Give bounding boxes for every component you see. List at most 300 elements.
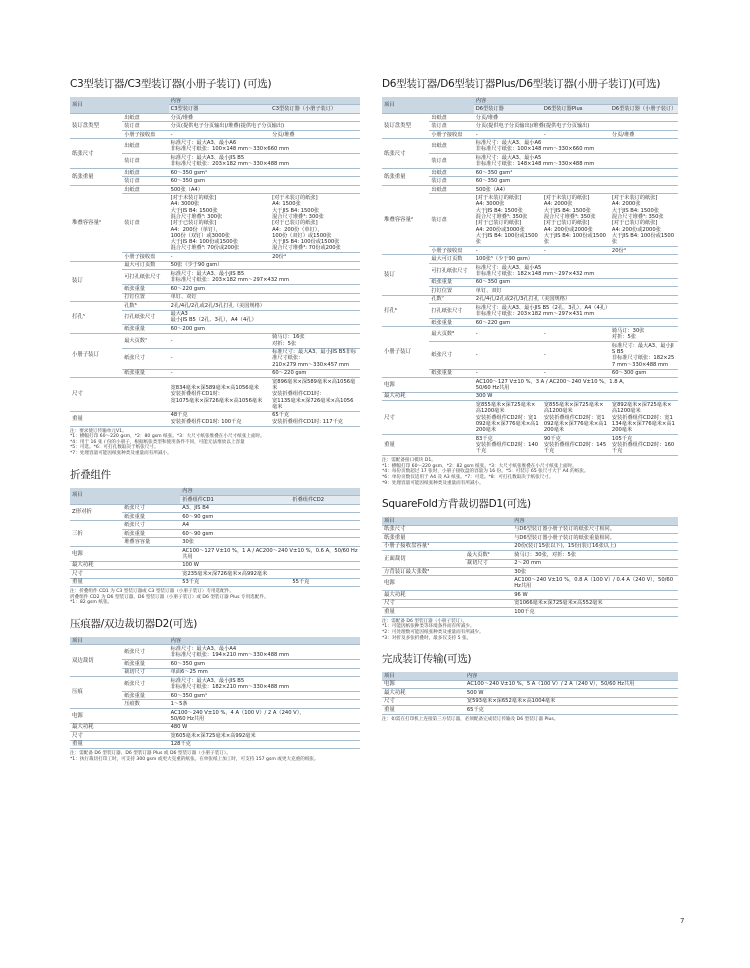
table-cell: 60～350 gsm — [474, 278, 678, 286]
spec-table — [382, 517, 678, 617]
table-cell: D6型装订器Plus — [542, 105, 610, 113]
table-cell: 宽834毫米×深589毫米×高1056毫米 安装折叠组件CD1时： 宽1075毫米×深726毫米×高1056毫米 — [169, 378, 271, 412]
table-cell: 60～200 gsm — [169, 325, 360, 333]
table-row — [382, 392, 678, 400]
table-cell: AC100～240 V±10 %，4 A（100 V）/ 2 A（240 V）， 50/60 Hz共用 — [169, 708, 360, 723]
table-row — [382, 542, 678, 550]
table-cell: - — [474, 369, 542, 377]
table-row — [382, 327, 678, 342]
row-group-label: 装订 — [70, 261, 122, 301]
table-row — [382, 168, 678, 176]
table-row — [382, 576, 678, 591]
table-cell: 宽1066毫米×深725毫米×高552毫米 — [512, 599, 678, 607]
table-cell: - — [474, 342, 542, 369]
table-cell: 标准尺寸：最大A3、最小A4 非标准尺寸纸张：194×210 mm～330×488 mm — [169, 645, 360, 660]
spec-section — [70, 467, 360, 606]
table-cell: 骑马订：30张，对折：5张 — [512, 551, 678, 559]
table-cell: 60～90 gsm — [180, 512, 360, 520]
table-row — [70, 113, 360, 121]
table-row — [382, 697, 678, 705]
table-cell: 90千克 安装折叠组件CD2时：145千克 — [542, 435, 610, 456]
footnote: *1：横幅打印 60～220 gsm，*2：80 gsm 纸张。*3：大尺寸纸张堆叠在小尺寸纸张上面时。 — [70, 434, 265, 440]
row-group-label: 纸张尺寸 — [70, 139, 122, 169]
right-column — [382, 76, 678, 722]
table-cell: 纸张尺寸 — [122, 504, 180, 512]
table-cell: 分页/堆叠 — [610, 130, 678, 138]
table-cell: 分页(提供电子分页输出)/堆叠(提供电子分页输出) — [474, 122, 678, 130]
table-cell: 小册子接收盘 — [122, 253, 168, 261]
table-cell: 纸张重量 — [122, 285, 168, 293]
table-cell: 装订盘 — [429, 177, 473, 185]
footnote: 注：需配备 D6 型装订器、D6 型装订器 Plus 或 D6 型装订器（小册子装订）。 — [70, 751, 231, 757]
table-row — [382, 568, 678, 576]
table-cell: 2孔/4孔/2孔或2孔/3孔打孔（美国规格） — [474, 295, 678, 303]
footnote: *6：单份页数仅适用于 A4 及 A3 纸张。*7：可选。*8：可打孔数取决于纸张尺寸。 — [382, 474, 554, 480]
table-cell: 宽855毫米×深725毫米×高1200毫米 安装折叠组件CD2时：宽1092毫米×深776毫米×高1200毫米 — [542, 401, 610, 435]
header-cell: 内容 — [512, 517, 678, 525]
table-cell: 折叠组件CD2 — [290, 496, 360, 504]
table-cell: 宽605毫米×深725毫米×高992毫米 — [169, 732, 360, 740]
table-cell: AC100～127 V±10 %，1 A / AC200～240 V±10 %，0.6 A，50/60 Hz共用 — [180, 546, 360, 561]
table-cell: 出纸盘 — [429, 185, 473, 193]
table-cell: 与D6型装订器小册子装订的纸张尺寸相同。 — [512, 525, 678, 533]
row-group-label: 电源 — [382, 680, 465, 688]
footnotes — [70, 589, 360, 606]
table-cell: 最大A3 最小JIS B5（2孔、3孔），A4（4孔） — [169, 310, 360, 325]
table-cell: 出纸盘 — [429, 168, 473, 176]
table-cell: 纸张重量 — [429, 369, 473, 377]
spec-table — [70, 488, 360, 588]
row-group-label: 压痕 — [70, 677, 122, 709]
table-cell: 128千克 — [169, 740, 360, 748]
table-row — [382, 295, 678, 303]
table-cell: 纸张尺寸 — [122, 521, 180, 529]
table-cell: 最大可订页数 — [429, 255, 473, 263]
table-cell: 分页(提供电子分页输出)/堆叠(提供电子分页输出) — [169, 122, 360, 130]
table-row — [70, 732, 360, 740]
row-group-label: 纸张尺寸 — [382, 525, 512, 533]
table-row — [382, 517, 678, 525]
row-group-label: 最大功耗 — [382, 392, 474, 400]
table-row — [70, 677, 360, 692]
table-cell: C3型装订器 — [169, 105, 271, 113]
row-group-label: 纸张尺寸 — [382, 139, 429, 169]
table-cell: - — [542, 342, 610, 369]
table-row — [70, 578, 360, 586]
table-cell: 出纸盘 — [122, 168, 168, 176]
table-row — [70, 411, 360, 426]
table-cell: 100千克 — [512, 608, 678, 616]
footnote: 折叠组件 CD2 为 D6 型装订器、D6 型装订器（小册子装订）或 D6 型装订器 Plus 专用选配件。 — [70, 594, 269, 600]
row-group-label: 最大功耗 — [70, 723, 169, 731]
table-cell: 纸张重量 — [122, 691, 168, 699]
row-group-label: 装订盘类型 — [70, 113, 122, 138]
table-cell: 纸张尺寸 — [122, 677, 168, 692]
table-cell: - — [474, 327, 542, 342]
table-row — [382, 97, 678, 105]
header-cell: 内容 — [474, 97, 678, 105]
footnote: *1：横幅打印 60～220 gsm，*2：82 gsm 纸张。*3：大尺寸纸张堆叠在小尺寸纸张上面时。 — [382, 463, 577, 469]
spec-table — [382, 97, 678, 456]
table-cell: 小册子接收盘 — [429, 247, 473, 255]
row-group-label: 三折 — [70, 521, 122, 546]
table-cell: 骑马订：16张 对折：5张 — [270, 333, 360, 348]
table-cell: 最大页数² — [465, 551, 512, 559]
row-group-label: 方背装订最大张数³ — [382, 568, 512, 576]
table-cell: 小册子接收盘 — [122, 130, 168, 138]
table-row — [382, 599, 678, 607]
table-cell: 裁切尺寸 — [122, 668, 168, 676]
table-row — [70, 168, 360, 176]
row-group-label: 装订盘类型 — [382, 113, 429, 138]
footnote: 注：如需在打印机上连接第三方装订器，必须配备完成装订传输及 D6 型装订器 Plus。 — [382, 716, 559, 722]
footnote: *5：可选。*6：可打孔数取决于纸张尺寸。 — [70, 445, 159, 451]
table-cell: 60～220 gsm — [474, 318, 678, 326]
table-row — [382, 608, 678, 616]
table-cell: - — [542, 247, 610, 255]
section-title: 压痕器/双边裁切器D2(可选) — [70, 617, 197, 630]
table-cell: 装订盘 — [429, 154, 473, 169]
table-cell: 纸张重量 — [122, 512, 180, 520]
footnote: *4：每份页数超过 17 张时，小册子接收盘的容量为 16 份。*5：可装订 65 张尺寸大于 A4 的纸张。 — [382, 469, 589, 475]
table-cell: 装订盘 — [429, 122, 473, 130]
table-cell: [对于未装订的纸张] A4: 2000张 大于JIS B4: 1500张 混合尺寸堆叠³: 350张 [对于已装订的纸张] A4: 200份或2000张 大于JIS B4: 100份或1500张 — [542, 194, 610, 247]
table-cell: [对于未装订的纸张] A4: 2000张 大于JIS B4: 1500张 混合尺寸堆叠³: 350张 [对于已装订的纸张] A4: 200份或2000张 大于JIS B4: 100份或1500张 — [610, 194, 678, 247]
row-group-label: 电源 — [70, 708, 169, 723]
left-column — [70, 76, 360, 762]
page-number: 7 — [680, 917, 685, 925]
table-cell: 60～350 gsm — [169, 177, 360, 185]
row-group-label: 纸张重量 — [382, 534, 512, 542]
table-row — [382, 689, 678, 697]
table-row — [70, 333, 360, 348]
row-group-label: 打孔⁶ — [382, 295, 429, 327]
table-row — [70, 488, 360, 496]
footnote: *3：对折及多张折叠时，最多仅支持 5 张。 — [382, 635, 472, 641]
table-row — [70, 561, 360, 569]
row-group-label: 堆叠容容量² — [382, 185, 429, 255]
table-cell: 可打孔纸张尺寸 — [122, 270, 168, 285]
footnote: 注：需配备接口模块 D1。 — [382, 458, 436, 464]
row-group-label: 小册子接收盘容量¹ — [382, 542, 512, 550]
spec-table — [70, 97, 360, 427]
table-cell: 60～220 gsm — [270, 369, 360, 377]
footnote: *2：可处理数可能因纸张种类及重量而有所减少。 — [382, 629, 484, 635]
footnote: *1：可能因纸张种类等环境条件而有所减少。 — [382, 624, 475, 630]
footnote: *7：处理容量可能因纸张种类及重量而有所减小。 — [70, 450, 172, 456]
header-cell: 内容 — [465, 672, 678, 680]
row-group-label: 装订 — [382, 255, 429, 295]
row-group-label: 最大功耗 — [382, 591, 512, 599]
table-cell: 60～350 gsm — [474, 177, 678, 185]
table-cell: 2孔/4孔/2孔或2孔/3孔打孔（美国规格） — [169, 302, 360, 310]
row-group-label: 最大功耗 — [382, 689, 465, 697]
table-cell: 标准尺寸：最大A3、最小A5 非标准尺寸纸张：182×148 mm～297×432 mm — [474, 263, 678, 278]
table-cell: 纸张尺寸 — [122, 348, 168, 369]
table-cell: 50张（少于90 gsm） — [169, 261, 360, 269]
table-cell: 分页/堆叠 — [169, 113, 360, 121]
table-cell: 最大页数⁷ — [122, 333, 168, 348]
row-group-label: 电源 — [382, 576, 512, 591]
table-cell: 60～350 gsm — [169, 660, 360, 668]
table-row — [70, 546, 360, 561]
header-cell: 内容 — [180, 488, 360, 496]
footnote: *1：82 gsm 纸张。 — [70, 600, 113, 606]
table-cell: 宽855毫米×深725毫米×高1200毫米 安装折叠组件CD2时：宽1092毫米×深776毫米×高1200毫米 — [474, 401, 542, 435]
table-cell: 骑马订：30张 对折：5张 — [610, 327, 678, 342]
table-cell: 标准尺寸：最大A3、最小A6 非标准尺寸纸张：100×148 mm～330×660 mm — [474, 139, 678, 154]
table-cell: 60～350 gsm¹ — [169, 691, 360, 699]
table-cell: 单钉、双钉 — [169, 293, 360, 301]
section-title: SquareFold方背裁切器D1(可选) — [382, 498, 531, 511]
table-cell: 20份⁴ — [270, 253, 360, 261]
table-cell: AC100～240 V±10 %，5 A（100 V）/ 2 A（240 V），50/60 Hz共用 — [465, 680, 678, 688]
row-group-label: 重量 — [382, 435, 474, 456]
table-row — [382, 185, 678, 193]
row-group-label: 打孔⁵ — [70, 302, 122, 334]
row-group-label: 双边裁切 — [70, 645, 122, 677]
table-row — [70, 637, 360, 645]
table-cell: 纸张重量 — [429, 278, 473, 286]
table-cell: 20份(装订15张以下)，15份(装订16张以上) — [512, 542, 678, 550]
table-cell: 装订盘 — [122, 194, 168, 253]
table-cell: 标准尺寸：最大A3、最小JIS B5 非标准尺寸纸张：182×210 mm～330×488 mm — [169, 677, 360, 692]
header-cell: 项目 — [70, 97, 169, 113]
table-row — [382, 672, 678, 680]
table-row — [70, 645, 360, 660]
row-group-label: 正面裁切 — [382, 551, 465, 568]
table-cell: 65千克 — [465, 706, 678, 714]
table-cell: 堆叠容容量 — [122, 538, 180, 546]
table-cell: [对于未装订的纸张] A4: 3000张 大于JIS B4: 1500张 混合尺寸堆叠³: 300张 [对于已装订的纸张] A4：200份（单钉）， 100份（双钉）或3000张 大于JIS B4: 100份或1500张 混合尺寸堆叠³: 70份或200张 — [169, 194, 271, 253]
table-cell: 60～90 gsm — [180, 529, 360, 537]
spec-section — [70, 616, 360, 762]
table-row — [382, 113, 678, 121]
table-cell: 打钉位置 — [122, 293, 168, 301]
table-cell: 打孔纸张尺寸 — [429, 304, 473, 319]
table-row — [382, 706, 678, 714]
table-cell: - — [169, 130, 271, 138]
table-cell: 宽593毫米×深652毫米×高1004毫米 — [465, 697, 678, 705]
table-cell: 单钉、双钉 — [474, 287, 678, 295]
table-cell: 标准尺寸：最大A3、最小JIS B5（2孔、3孔）、A4（4孔） 非标准尺寸纸张：203×182 mm～297×431 mm — [474, 304, 678, 319]
row-group-label: 电源 — [382, 378, 474, 393]
footnote: 注：要求使订传输单元V1。 — [70, 428, 127, 434]
table-cell: 65千克 安装折叠组件CD1时: 117千克 — [270, 411, 360, 426]
table-cell: 装订盘 — [122, 154, 168, 169]
table-cell: 分页/堆叠 — [270, 130, 360, 138]
table-cell: 小册子接收盘 — [429, 130, 473, 138]
table-cell: - — [169, 348, 271, 369]
table-cell: 装订盘 — [122, 177, 168, 185]
table-cell: 500 W — [465, 689, 678, 697]
table-cell: - — [474, 247, 542, 255]
table-cell: - — [169, 369, 271, 377]
table-row — [70, 570, 360, 578]
table-cell: 标准尺寸：最大A3、最小A6 非标准尺寸纸张：100×148 mm～330×660 mm — [169, 139, 360, 154]
table-cell: 标准尺寸：最大A3、最小JIS B5非标准尺寸纸张： 210×279 mm～330×457 mm — [270, 348, 360, 369]
row-group-label: 纸张重量 — [70, 168, 122, 185]
row-group-label: 小册子装订 — [382, 327, 429, 378]
table-cell: 纸张重量 — [122, 529, 180, 537]
table-cell: 标准尺寸：最大A3、最小A5 非标准尺寸纸张：148×148 mm～330×488 mm — [474, 154, 678, 169]
table-cell: 纸张重量 — [122, 660, 168, 668]
table-row — [70, 504, 360, 512]
table-cell: 纸张尺寸 — [122, 645, 168, 660]
table-cell: 分页/堆叠 — [474, 113, 678, 121]
table-cell: AC100～240 V±10 %，0.8 A（100 V）/ 0.4 A（240 V），50/60 Hz共用 — [512, 576, 678, 591]
table-cell: 60～350 gsm¹ — [474, 168, 678, 176]
table-row — [70, 302, 360, 310]
table-cell: 出纸盘 — [122, 113, 168, 121]
table-row — [70, 378, 360, 412]
footnotes — [382, 619, 678, 641]
table-cell: 105千克 安装折叠组件CD2时：160千克 — [610, 435, 678, 456]
table-cell: 100张⁵（少于90 gsm） — [474, 255, 678, 263]
header-cell: 项目 — [70, 637, 169, 645]
table-cell: 宽235毫米×深726毫米×高992毫米 — [180, 570, 360, 578]
table-cell: 60～300 gsm — [610, 369, 678, 377]
table-cell: 2～20 mm — [512, 559, 678, 567]
row-group-label: 重量 — [382, 608, 512, 616]
row-group-label: 纸张重量 — [382, 168, 429, 185]
footnotes — [382, 717, 678, 723]
table-row — [382, 435, 678, 456]
table-cell: - — [169, 333, 271, 348]
table-row — [382, 534, 678, 542]
table-row — [70, 708, 360, 723]
table-row — [382, 255, 678, 263]
table-row — [70, 723, 360, 731]
table-cell: 96 W — [512, 591, 678, 599]
table-cell: 折叠组件CD1 — [180, 496, 290, 504]
header-cell: 项目 — [382, 97, 474, 113]
table-row — [70, 185, 360, 193]
header-cell: 项目 — [70, 488, 180, 504]
table-cell: - — [169, 253, 271, 261]
section-title: 完成装订传输(可选) — [382, 653, 472, 666]
table-cell: 出纸盘 — [429, 139, 473, 154]
row-group-label: 小册子装订 — [70, 333, 122, 377]
table-cell: 可打孔纸张尺寸 — [429, 263, 473, 278]
table-cell: 宽896毫米×深589毫米×高1056毫米 安装折叠组件CD1时： 宽1135毫米×深726毫米×高1056毫米 — [270, 378, 360, 412]
table-cell: - — [474, 130, 542, 138]
table-row — [70, 139, 360, 154]
table-cell: 500张（A4） — [169, 185, 360, 193]
table-cell: C3型装订器（小册子装订） — [270, 105, 360, 113]
row-group-label: 电源 — [70, 546, 180, 561]
spec-section — [382, 651, 678, 722]
table-cell: D6型装订器（小册子装订） — [611, 106, 677, 113]
table-cell: 裁切尺寸 — [465, 559, 512, 567]
table-cell: 1～5条 — [169, 700, 360, 708]
spec-table — [70, 637, 360, 749]
footnotes — [382, 458, 678, 486]
table-cell: 打孔纸张尺寸 — [122, 310, 168, 325]
table-cell: 480 W — [169, 723, 360, 731]
spec-table — [382, 672, 678, 714]
row-group-label: 尺寸 — [382, 401, 474, 435]
row-group-label: Z形对折 — [70, 504, 122, 521]
table-cell: 纸张尺寸 — [429, 342, 473, 369]
table-row — [70, 97, 360, 105]
table-cell: 纸张重量 — [122, 369, 168, 377]
table-row — [382, 139, 678, 154]
row-group-label: 重量 — [382, 706, 465, 714]
table-cell: 装订盘 — [429, 194, 473, 247]
row-group-label: 堆叠容容量² — [70, 185, 122, 261]
table-cell: 出纸盘 — [122, 139, 168, 154]
table-cell: D6型装订器 — [474, 105, 542, 113]
spec-section — [382, 496, 678, 641]
table-row — [382, 401, 678, 435]
table-cell: 30张 — [512, 568, 678, 576]
table-cell: 48千克 安装折叠组件CD1时: 100千克 — [169, 411, 271, 426]
row-group-label: 重量 — [70, 578, 180, 586]
table-cell: 打钉位置 — [429, 287, 473, 295]
header-cell: 内容 — [169, 97, 360, 105]
table-cell: A3、JIS B4 — [180, 504, 360, 512]
row-group-label: 尺寸 — [70, 732, 169, 740]
table-row — [382, 525, 678, 533]
table-cell: 装订盘 — [122, 122, 168, 130]
table-cell: 30张 — [180, 538, 360, 546]
table-cell: 压痕数 — [122, 700, 168, 708]
section-title: C3型装订器/C3型装订器(小册子装订) (可选) — [70, 78, 272, 90]
table-cell: 孔数⁷ — [429, 295, 473, 303]
footnote: *9：处理容量可能因纸张种类及重量而有所减小。 — [382, 480, 484, 486]
row-group-label: 尺寸 — [70, 378, 169, 412]
header-cell: 项目 — [382, 672, 465, 680]
table-cell: 60～350 gsm¹ — [169, 168, 360, 176]
table-cell: 最大可订页数 — [122, 261, 168, 269]
table-cell: 标准尺寸：最大A3、最小JIS B5 非标准尺寸纸张：203×182 mm～330×488 mm — [169, 154, 360, 169]
row-group-label: 尺寸 — [382, 599, 512, 607]
table-cell: 20份⁴ — [610, 247, 678, 255]
table-cell: 100 W — [180, 561, 360, 569]
table-cell: AC100～127 V±10 %，3 A / AC200～240 V±10 %，1.8 A， 50/60 Hz共用 — [474, 378, 678, 393]
table-cell: 出纸盘 — [429, 113, 473, 121]
section-title: D6型装订器/D6型装订器Plus/D6型装订器(小册子装订)(可选) — [382, 78, 661, 90]
table-cell: 纸张重量 — [122, 325, 168, 333]
footnote: *4：用于 16 张 / 份的小册子，根据纸张类型和使用条件不同，可能无法堆放以上容量 — [70, 439, 245, 445]
row-group-label: 尺寸 — [382, 697, 465, 705]
table-cell: [对于未装订的纸张] A4: 3000张 大于JIS B4: 1500张 混合尺寸堆叠³: 350张 [对于已装订的纸张] A4: 200份或3000张 大于JIS B4: 100份或1500张 — [474, 194, 542, 247]
table-cell: 标准尺寸：最大A3、最小JIS B5 非标准尺寸纸张：203×182 mm～297×432 mm — [169, 270, 360, 285]
table-cell: 55千克 — [290, 578, 360, 586]
table-row — [382, 551, 678, 559]
table-cell: 最大页数⁸ — [429, 327, 473, 342]
table-row — [70, 521, 360, 529]
row-group-label: 最大功耗 — [70, 561, 180, 569]
table-cell: 300 W — [474, 392, 678, 400]
table-cell: - — [542, 369, 610, 377]
table-cell: 53千克 — [180, 578, 290, 586]
table-row — [382, 591, 678, 599]
header-cell: 内容 — [169, 637, 360, 645]
footnote: *1：执行裁切打印工时，可支持 300 gsm 或更大克重的纸张。在单张纸上加工时，可支持 157 gsm 或更大克重的纸张。 — [70, 756, 319, 762]
table-cell: 单面6～25 mm — [169, 668, 360, 676]
table-cell: 孔数⁶ — [122, 302, 168, 310]
row-group-label: 尺寸 — [70, 570, 180, 578]
table-cell: 标准尺寸：最大A3、最小JIS B5 非标准尺寸纸张：182×257 mm～330×488 mm — [610, 342, 678, 369]
header-cell: 项目 — [382, 517, 512, 525]
footnote: 注：需配备 D6 型装订器（小册子装订）。 — [382, 618, 468, 624]
table-cell: 出纸盘 — [122, 185, 168, 193]
table-cell: 500张（A4） — [474, 185, 678, 193]
table-row — [70, 261, 360, 269]
footnote: 注：折叠组件 CD1 为 C3 型装订器或 C3 型装订器（小册子装订）专用选配件。 — [70, 589, 234, 595]
